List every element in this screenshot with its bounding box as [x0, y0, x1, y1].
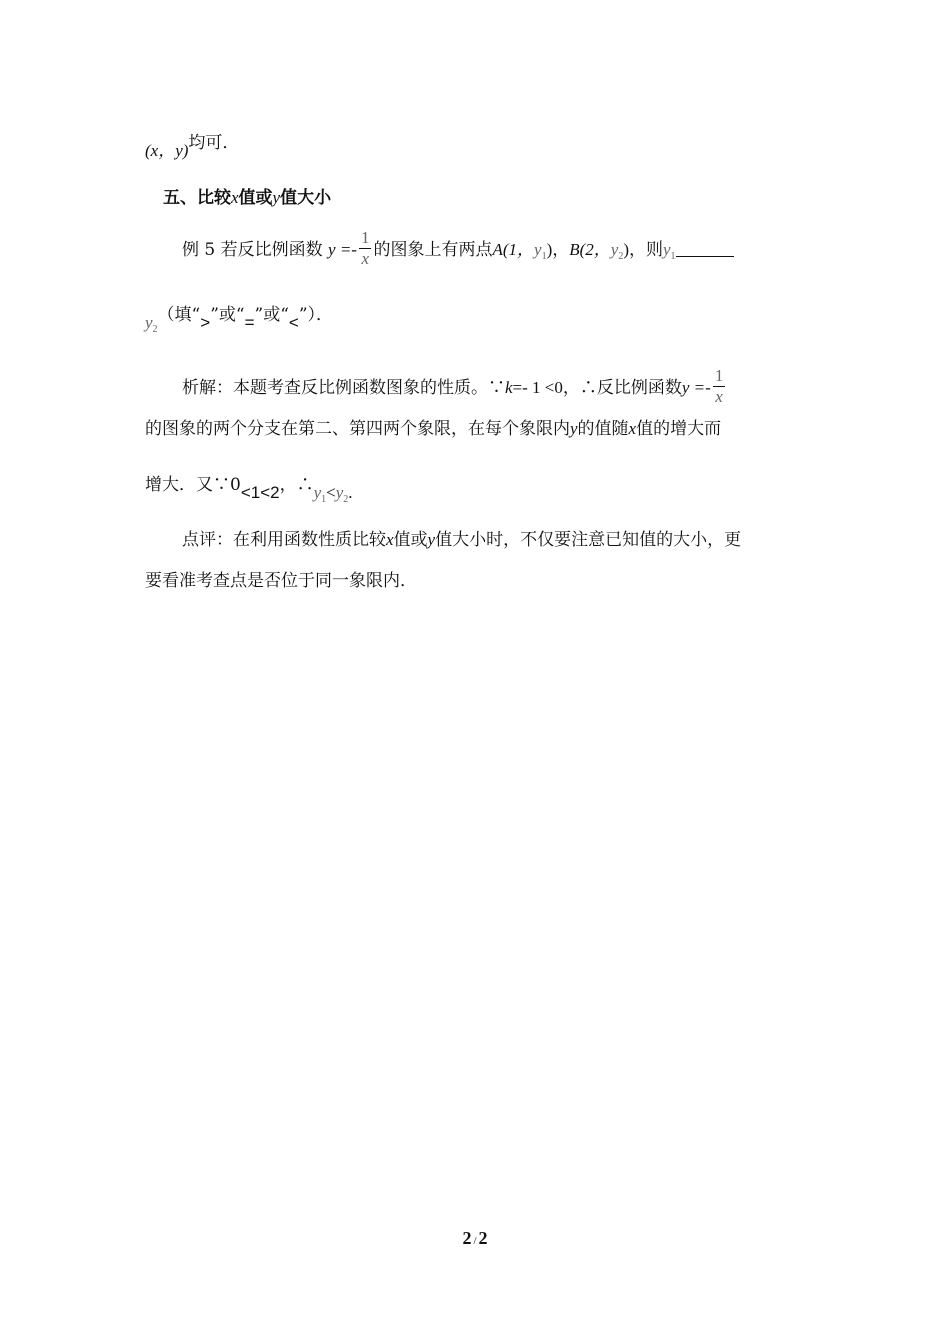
example-5-line [182, 230, 734, 271]
example-comma: ， [552, 240, 570, 260]
conclusion-y2: $y_2$ [335, 483, 349, 505]
analysis-text-2: ，∴反比例函数 [562, 378, 682, 398]
fill-open: （填“ [157, 305, 201, 325]
answer-blank [676, 256, 734, 257]
page-separator: / [473, 1235, 477, 1247]
analysis-text-4: 的值随 [577, 419, 629, 439]
heading-y: y [272, 188, 281, 207]
y2-symbol: $y_2$ [610, 240, 624, 262]
point-a-close: ) [546, 240, 553, 259]
analysis-text-3: 的图象的两个分支在第二、第四两个象限，在每个象限内 [145, 419, 570, 439]
analysis-line-3 [145, 470, 353, 505]
analysis-function: y =- [681, 378, 711, 397]
y1-compare-symbol: $y_1$ [663, 240, 676, 262]
comment-text-2: 值或 [393, 530, 428, 550]
fill-close: ”）． [298, 305, 334, 325]
analysis-fraction [713, 366, 726, 407]
coordinate-pair: (x，y) [145, 141, 189, 160]
total-pages: 2 [478, 1228, 488, 1248]
analysis-x: x [628, 419, 637, 438]
fraction-numerator: 1 [360, 228, 370, 247]
k-expression: =- 1 <0 [512, 378, 563, 397]
k-symbol: k [505, 378, 513, 397]
analysis-fraction-numerator: 1 [714, 366, 724, 385]
example-text-2: 的图象上有两点 [373, 240, 493, 260]
analysis-text-5: 值的增大而 [636, 419, 722, 439]
current-page: 2 [462, 1228, 472, 1248]
comment-x: x [386, 530, 394, 549]
fill-or-2: ”或“ [254, 305, 289, 325]
y1-symbol: $y_1$ [534, 240, 547, 262]
section-heading [163, 183, 331, 208]
analysis-y: y [570, 419, 578, 438]
heading-suffix: 值大小 [280, 188, 332, 208]
heading-x: x [231, 188, 239, 207]
example-text-1: 例 5 若反比例函数 [182, 240, 323, 260]
comment-line-2 [145, 566, 417, 591]
example-text-3: ，则 [629, 240, 663, 260]
y2-fill-symbol: $y_2$ [145, 313, 158, 335]
equals-sign: = [244, 313, 255, 332]
conclusion-less-than: < [326, 483, 336, 502]
analysis-fraction-denominator: x [715, 387, 723, 406]
less-than-sign: < [288, 313, 299, 332]
comment-text-3: 值大小时，不仅要注意已知值的大小，更 [435, 530, 742, 550]
point-b-close: ) [623, 240, 629, 259]
fill-in-line [145, 300, 334, 335]
heading-mid: 值或 [238, 188, 273, 208]
greater-than-sign: > [200, 313, 211, 332]
comment-line-1 [182, 525, 741, 550]
analysis-line-2 [145, 414, 721, 439]
line1-tail: 均可． [188, 133, 240, 153]
example-fraction [359, 228, 372, 269]
comment-text-4: 要看准考查点是否位于同一象限内． [145, 571, 417, 591]
point-a: A(1， [492, 240, 535, 259]
heading-prefix: 五、比较 [163, 188, 231, 208]
example-function: y =- [328, 240, 357, 259]
analysis-text-6: 增大．又∵0 [145, 475, 241, 495]
point-b: B(2， [569, 240, 611, 259]
comment-y: y [427, 530, 436, 549]
analysis-therefore: ，∴ [279, 475, 314, 495]
inequality: <1<2 [240, 483, 280, 502]
analysis-line-1 [182, 368, 727, 409]
fraction-denominator: x [361, 249, 369, 268]
page-number [0, 1228, 950, 1249]
comment-text-1: 点评：在利用函数性质比较 [182, 530, 386, 550]
analysis-text-1: 析解：本题考查反比例函数图象的性质。∵ [182, 378, 505, 398]
conclusion-end: . [348, 483, 353, 502]
conclusion-y1: $y_1$ [313, 483, 327, 505]
text-line-1 [145, 133, 240, 161]
fill-or-1: ”或“ [210, 305, 245, 325]
